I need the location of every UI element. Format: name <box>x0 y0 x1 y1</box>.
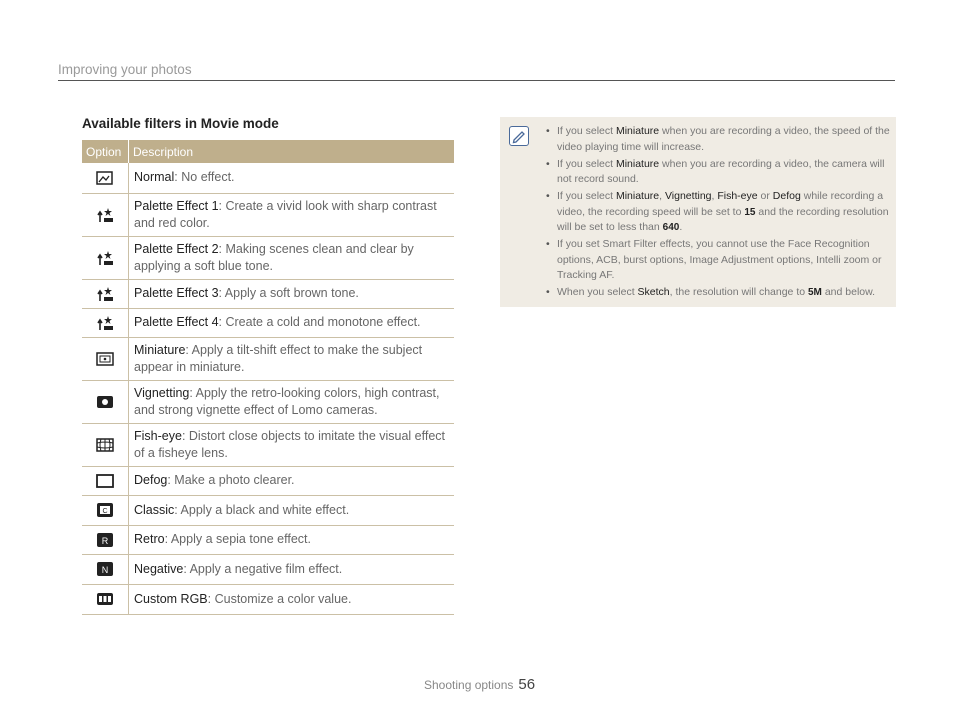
filter-description: : Apply a soft brown tone. <box>218 286 359 300</box>
defog-icon <box>96 473 114 487</box>
option-icon-cell <box>82 423 129 466</box>
table-row <box>82 193 454 236</box>
table-row <box>82 337 454 380</box>
option-icon-cell <box>82 584 129 614</box>
description-cell <box>129 337 455 380</box>
filter-name: Negative <box>134 561 184 576</box>
filters-table <box>82 140 454 615</box>
filter-name: Palette Effect 3 <box>134 286 219 300</box>
classic-icon <box>96 503 114 517</box>
vignetting-icon <box>96 394 114 408</box>
table-row <box>82 584 454 614</box>
table-row <box>82 236 454 279</box>
filter-description: : Customize a color value. <box>207 591 352 606</box>
filter-description: : Making scenes clean and clear by applying a soft blue tone. <box>134 241 414 273</box>
miniature-icon <box>96 351 114 365</box>
description-cell <box>129 193 455 236</box>
filter-description: : Create a cold and monotone effect. <box>218 315 421 329</box>
fps-15-icon: 15 <box>744 206 756 218</box>
table-row <box>82 554 454 584</box>
option-icon-cell <box>82 193 129 236</box>
filter-name: Retro <box>134 532 165 546</box>
table-row <box>82 423 454 466</box>
negative-icon <box>96 562 114 576</box>
option-icon-cell <box>82 554 129 584</box>
svg-text:C: C <box>102 508 108 516</box>
table-row <box>82 163 454 193</box>
description-cell <box>129 236 455 279</box>
footer-label: Shooting options <box>424 678 514 692</box>
filter-description: : Apply a negative film effect. <box>183 561 343 576</box>
filter-name: Vignetting <box>134 385 190 400</box>
palette-effect-3-icon <box>96 286 114 300</box>
filter-description: : No effect. <box>174 170 235 185</box>
custom-rgb-icon <box>96 592 114 606</box>
description-cell <box>129 554 455 584</box>
option-icon-cell <box>82 495 129 525</box>
table-row <box>82 466 454 495</box>
note-item: • When you select Sketch, the resolution will change to 5M and below. <box>544 285 890 301</box>
description-cell <box>129 279 455 308</box>
svg-text:N: N <box>101 565 109 576</box>
filter-name: Fish-eye <box>134 428 182 443</box>
table-row <box>82 525 454 554</box>
option-icon-cell <box>82 337 129 380</box>
option-icon-cell <box>82 279 129 308</box>
description-cell <box>129 308 455 337</box>
palette-effect-1-icon <box>96 207 114 221</box>
filter-description: : Apply the retro-looking colors, high contrast, and strong vignette effect of Lomo cameras. <box>134 385 440 417</box>
column-header-option: Option <box>82 140 129 163</box>
filter-name: Defog <box>134 473 168 487</box>
page-number: 56 <box>518 676 536 693</box>
filter-name: Normal <box>134 170 175 185</box>
note-pencil-icon <box>509 126 529 146</box>
filter-description: : Make a photo clearer. <box>167 473 295 487</box>
palette-effect-4-icon <box>96 315 114 329</box>
table-row <box>82 495 454 525</box>
footer <box>424 676 535 693</box>
fish-eye-icon <box>96 437 114 451</box>
filter-name: Palette Effect 4 <box>134 315 219 329</box>
option-icon-cell <box>82 308 129 337</box>
table-header-row <box>82 140 454 163</box>
note-item: • If you set Smart Filter effects, you cannot use the Face Recognition options, ACB, burst options, Image Adjustment options, Intelli zoom or Tracking AF. <box>544 237 890 284</box>
resolution-640-icon: 640 <box>662 222 680 233</box>
normal-icon <box>96 170 114 184</box>
note-list <box>544 124 890 302</box>
description-cell <box>129 163 455 193</box>
table-row <box>82 279 454 308</box>
description-cell <box>129 525 455 554</box>
filter-name: Custom RGB <box>134 591 208 606</box>
option-icon-cell <box>82 380 129 423</box>
palette-effect-2-icon <box>96 250 114 264</box>
option-icon-cell <box>82 236 129 279</box>
filter-description: : Create a vivid look with sharp contrast and red color. <box>134 198 437 230</box>
table-row <box>82 308 454 337</box>
svg-text:R: R <box>101 535 109 546</box>
note-item: • If you select Miniature when you are recording a video, the camera will not record sound. <box>544 157 890 188</box>
note-item: • If you select Miniature when you are recording a video, the speed of the video playing time will increase. <box>544 124 890 155</box>
filter-description: : Apply a black and white effect. <box>174 502 350 517</box>
section-title: Available filters in Movie mode <box>82 116 279 131</box>
description-cell <box>129 495 455 525</box>
filter-name: Palette Effect 1 <box>134 198 219 213</box>
filter-name: Miniature <box>134 342 186 357</box>
description-cell <box>129 466 455 495</box>
retro-icon <box>96 532 114 546</box>
option-icon-cell <box>82 163 129 193</box>
table-row <box>82 380 454 423</box>
description-cell <box>129 584 455 614</box>
header-title: Improving your photos <box>58 62 192 77</box>
header-divider <box>58 80 895 81</box>
note-item: • If you select Miniature, Vignetting, Fish-eye or Defog while recording a video, the recording speed will be set to 15 and the recording resolution will be set to less than 640. <box>544 189 890 236</box>
resolution-5m-icon: 5M <box>808 287 822 298</box>
note-box <box>500 117 896 307</box>
filter-description: : Apply a sepia tone effect. <box>164 532 311 546</box>
filter-description: : Distort close objects to imitate the visual effect of a fisheye lens. <box>134 428 446 460</box>
filter-name: Classic <box>134 502 175 517</box>
option-icon-cell <box>82 525 129 554</box>
description-cell <box>129 423 455 466</box>
option-icon-cell <box>82 466 129 495</box>
filter-name: Palette Effect 2 <box>134 241 219 256</box>
description-cell <box>129 380 455 423</box>
column-header-description: Description <box>129 140 455 163</box>
filter-description: : Apply a tilt-shift effect to make the subject appear in miniature. <box>134 342 423 374</box>
